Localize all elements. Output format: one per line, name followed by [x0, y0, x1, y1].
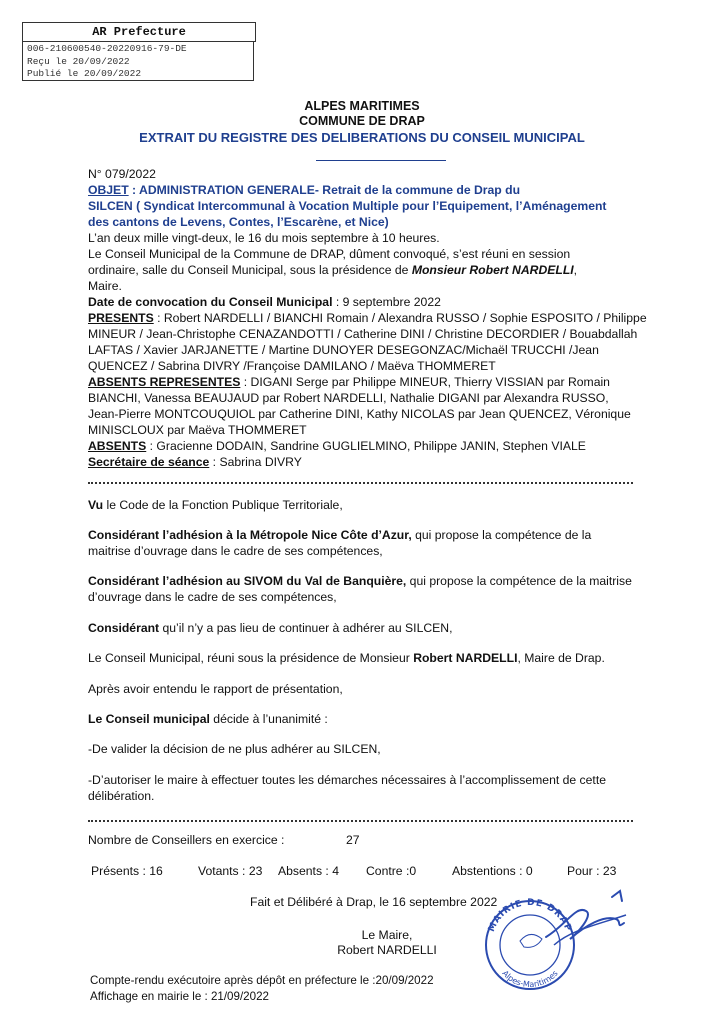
decision-2-line-1: -D’autoriser le maire à effectuer toutes les démarches nécessaires à l’accomplissement de cette — [88, 773, 606, 787]
svg-text:Alpes-Maritimes — [500, 969, 559, 989]
conseillers-exercice-label: Nombre de Conseillers en exercice : — [88, 833, 285, 847]
absents-rep-line-1 — [88, 374, 680, 390]
considerant-2-line-1 — [88, 573, 680, 589]
secretaire-line — [88, 454, 680, 470]
vote-presents: Présents : 16 — [91, 864, 163, 878]
objet-label: OBJET — [88, 183, 129, 197]
vote-absents: Absents : 4 — [278, 864, 339, 878]
secretaire-label: Secrétaire de séance — [88, 455, 210, 469]
prefecture-stamp — [22, 41, 254, 81]
decide-text: décide à l’unanimité : — [209, 712, 328, 726]
considerant-1-line-2: maitrise d’ouvrage dans le cadre de ses compétences, — [88, 544, 383, 558]
intro-line-4: Maire. — [88, 279, 122, 293]
presents-text-1: : Robert NARDELLI / BIANCHI Romain / Alexandra RUSSO / Sophie ESPOSITO / Philippe — [153, 311, 647, 325]
absents-line — [88, 438, 680, 454]
objet-line-3: des cantons de Levens, Contes, l’Escarène, et Nice) — [88, 215, 389, 229]
considerant-2-label: Considérant l’adhésion au SIVOM du Val de Banquière, — [88, 574, 407, 588]
presents-line-1 — [88, 310, 680, 326]
prefecture-stamp-title: AR Prefecture — [22, 22, 256, 42]
intro-line-1: Le Conseil Municipal de la Commune de DRAP, dûment convoqué, s’est réuni en session — [88, 247, 571, 261]
absents-value: : Gracienne DODAIN, Sandrine GUGLIELMINO, Philippe JANIN, Stephen VIALE — [146, 439, 586, 453]
seal-top-text: MAIRIE DE DRAP — [486, 897, 574, 934]
decide-label: Le Conseil municipal — [88, 712, 210, 726]
seal-bottom-text: Alpes-Maritimes — [500, 968, 560, 990]
absents-rep-line-3: Jean-Pierre MONTCOUQUIOL par Catherine DINI, Kathy NICOLAS par Jean QUENCEZ, Véronique — [88, 407, 631, 421]
convocation-value: : 9 septembre 2022 — [332, 295, 441, 309]
considerant-2-text: qui propose la compétence de la maitrise — [406, 574, 632, 588]
presents-line-4: QUENCEZ / Sabrina DIVRY /Françoise DAMILANO / Maëva THOMMERET — [88, 359, 496, 373]
vu-label: Vu — [88, 498, 104, 512]
deliberation-number: N° 079/2022 — [88, 167, 156, 181]
vote-pour: Pour : 23 — [567, 864, 617, 878]
considerant-1-line-1 — [88, 527, 680, 543]
intro-comma: , — [573, 263, 578, 277]
stamp-received: Reçu le 20/09/2022 — [27, 55, 130, 67]
objet-text-1: : ADMINISTRATION GENERALE- Retrait de la commune de Drap du — [128, 183, 521, 197]
decision-2-line-2: délibération. — [88, 789, 155, 803]
mairie-seal-icon — [476, 885, 646, 995]
separator-top — [88, 482, 633, 484]
absents-label: ABSENTS — [88, 439, 147, 453]
vote-contre: Contre :0 — [366, 864, 417, 878]
department-heading: ALPES MARITIMES — [304, 99, 420, 113]
compte-rendu-executoire: Compte-rendu exécutoire après dépôt en préfecture le :20/09/2022 — [90, 974, 434, 987]
svg-text:MAIRIE DE DRAP — [487, 898, 573, 934]
commune-heading: COMMUNE DE DRAP — [299, 114, 425, 128]
vote-abstentions: Abstentions : 0 — [452, 864, 533, 878]
considerant-3-text: qu’il n’y a pas lieu de continuer à adhérer au SILCEN, — [159, 621, 453, 635]
conseillers-exercice-value: 27 — [346, 833, 360, 847]
vote-votants: Votants : 23 — [198, 864, 263, 878]
conseil-reuni-text: Le Conseil Municipal, réuni sous la présidence de Monsieur — [88, 651, 414, 665]
decide-line — [88, 711, 680, 727]
heading-underline — [316, 160, 446, 161]
fait-et-delibere: Fait et Délibéré à Drap, le 16 septembre 2022 — [250, 895, 498, 909]
presents-label: PRESENTS — [88, 311, 154, 325]
absents-rep-label: ABSENTS REPRESENTES — [88, 375, 241, 389]
absents-rep-line-2: BIANCHI, Vanessa BEAUJAUD par Robert NARDELLI, Nathalie DIGANI par Alexandra RUSSO, — [88, 391, 609, 405]
affichage-mairie: Affichage en mairie le : 21/09/2022 — [90, 990, 269, 1003]
stamp-published: Publié le 20/09/2022 — [27, 68, 142, 79]
absents-rep-line-4: MINISCLOUX par Maëva THOMMERET — [88, 423, 307, 437]
considerant-2-line-2: d’ouvrage dans le cadre de ses compétences, — [88, 590, 337, 604]
considerant-3 — [88, 620, 680, 636]
conseil-reuni-end: , Maire de Drap. — [517, 651, 605, 665]
secretaire-value: : Sabrina DIVRY — [209, 455, 302, 469]
objet-line-1 — [88, 182, 680, 198]
stamp-reference: 006-210600540-20220916-79-DE — [27, 43, 187, 54]
convocation-line — [88, 294, 680, 310]
conseil-reuni — [88, 650, 680, 666]
session-date: L’an deux mille vingt-deux, le 16 du mois septembre à 10 heures. — [88, 231, 440, 245]
rapport-line: Après avoir entendu le rapport de présentation, — [88, 682, 343, 696]
conseil-reuni-name: Robert NARDELLI — [413, 651, 518, 665]
extract-heading: EXTRAIT DU REGISTRE DES DELIBERATIONS DU CONSEIL MUNICIPAL — [139, 130, 585, 145]
considerant-1-label: Considérant l’adhésion à la Métropole Nice Côte d’Azur, — [88, 528, 412, 542]
maire-name: Robert NARDELLI — [337, 943, 437, 957]
presents-line-2: MINEUR / Jean-Christophe CENAZANDOTTI / Catherine DINI / Christine DECORDIER / Bouabdallah — [88, 327, 638, 341]
considerant-1-text: qui propose la compétence de la — [411, 528, 592, 542]
convocation-label: Date de convocation du Conseil Municipal — [88, 295, 333, 309]
vu-text: le Code de la Fonction Publique Territoriale, — [103, 498, 343, 512]
intro-line-2 — [88, 262, 680, 278]
decision-1: -De valider la décision de ne plus adhérer au SILCEN, — [88, 742, 381, 756]
objet-line-2: SILCEN ( Syndicat Intercommunal à Vocation Multiple pour l’Equipement, l’Aménagement — [88, 199, 607, 213]
presents-line-3: LAFTAS / Xavier JARJANETTE / Martine DUNOYER DESEGONZAC/Michaël TRUCCHI /Jean — [88, 343, 599, 357]
considerant-3-label: Considérant — [88, 621, 160, 635]
president-name: Monsieur Robert NARDELLI — [411, 263, 574, 277]
intro-text: ordinaire, salle du Conseil Municipal, sous la présidence de — [88, 263, 412, 277]
vu-paragraph — [88, 497, 680, 513]
separator-bottom — [88, 820, 633, 822]
seal-and-signature — [476, 885, 646, 995]
absents-rep-text-1: : DIGANI Serge par Philippe MINEUR, Thierry VISSIAN par Romain — [240, 375, 610, 389]
maire-title: Le Maire, — [361, 928, 413, 942]
